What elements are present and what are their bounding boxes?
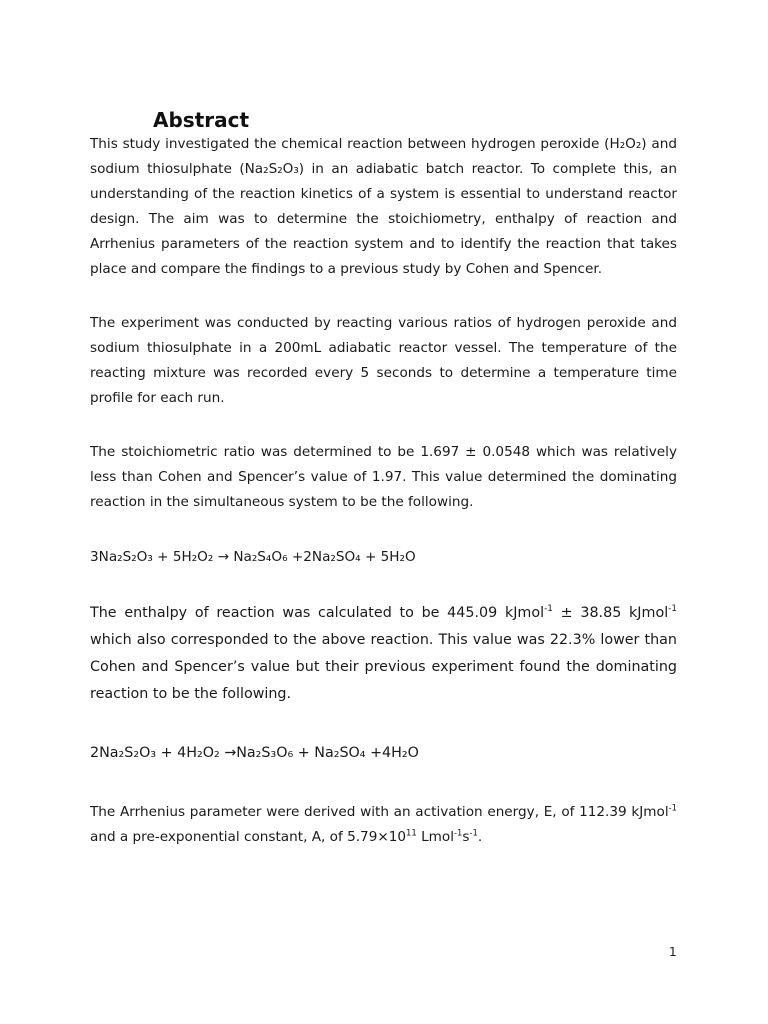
enthalpy-text-b: ± 38.85 kJmol xyxy=(552,605,669,621)
arrhenius-text-d: s xyxy=(462,829,470,845)
enthalpy-unit-exponent-a: -1 xyxy=(544,604,553,615)
arrhenius-exponent-a: -1 xyxy=(668,802,677,813)
enthalpy-unit-exponent-b: -1 xyxy=(668,604,678,615)
arrhenius-exponent-c: -1 xyxy=(454,827,463,838)
paragraph-experiment: The experiment was conducted by reacting various ratios of hydrogen peroxide and sodium thiosulphate in a 200mL adiabatic reactor vessel. The temperature of the reacting mixture was recorded every 5 seconds to determine a temperature time profile for each run. xyxy=(90,315,677,406)
page-number: 1 xyxy=(669,945,677,959)
paragraph-introduction: This study investigated the chemical reaction between hydrogen peroxide (H₂O₂) and sodium thiosulphate (Na₂S₂O₃) in an adiabatic batch reactor. To complete this, an understanding of the reaction kinetics of a system is essential to understand reactor design. The aim was to determine the stoichiometry, enthalpy of reaction and Arrhenius parameters of the reaction system and to identify the reaction that takes place and compare the findings to a previous study by Cohen and Spencer. xyxy=(90,136,677,277)
paragraph-stoichiometry: The stoichiometric ratio was determined to be 1.697 ± 0.0548 which was relatively less than Cohen and Spencer’s value of 1.97. This value determined the dominating reaction in the simultaneous system to be the following. xyxy=(90,444,677,510)
paragraph-arrhenius xyxy=(90,800,677,850)
arrhenius-text-a: The Arrhenius parameter were derived with an activation energy, E, of 112.39 kJmol xyxy=(90,804,669,820)
arrhenius-exponent-b: 11 xyxy=(406,827,417,838)
reaction-equation-2: 2Na₂S₂O₃ + 4H₂O₂ →Na₂S₃O₆ + Na₂SO₄ +4H₂O xyxy=(90,745,419,761)
enthalpy-text-a: The enthalpy of reaction was calculated to be 445.09 kJmol xyxy=(90,605,545,621)
paragraph-enthalpy xyxy=(90,600,677,708)
abstract-heading: Abstract xyxy=(153,108,250,132)
arrhenius-text-b: and a pre-exponential constant, A, of 5.79×10 xyxy=(90,829,407,845)
reaction-equation-1: 3Na₂S₂O₃ + 5H₂O₂ → Na₂S₄O₆ +2Na₂SO₄ + 5H₂O xyxy=(90,549,416,565)
arrhenius-exponent-d: -1 xyxy=(469,827,478,838)
arrhenius-text-c: Lmol xyxy=(416,829,454,845)
enthalpy-text-c: which also corresponded to the above reaction. This value was 22.3% lower than Cohen and Spencer’s value but their previous experiment found the dominating reaction to be the following. xyxy=(90,632,677,702)
arrhenius-text-e: . xyxy=(477,829,483,845)
